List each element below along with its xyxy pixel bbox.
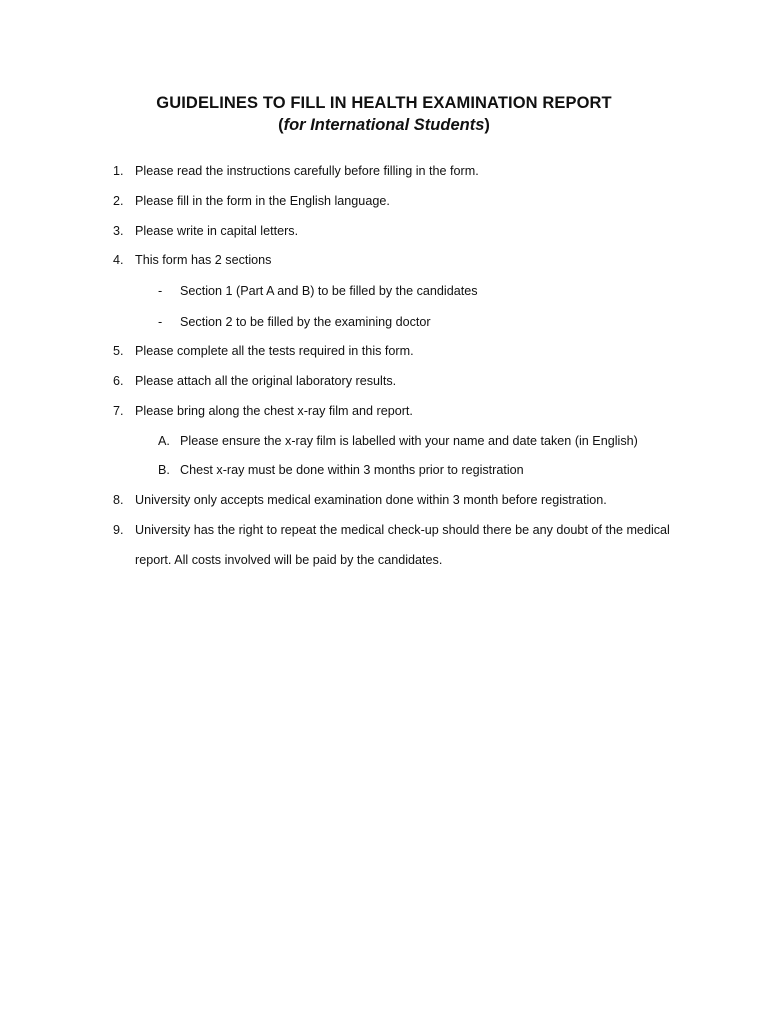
list-text-continuation: report. All costs involved will be paid by the candidates. xyxy=(135,553,443,567)
list-text: This form has 2 sections xyxy=(135,253,272,267)
sub-list-text: Please ensure the x-ray film is labelled with your name and date taken (in English) xyxy=(180,434,638,448)
list-number: 2. xyxy=(113,194,124,208)
list-number: 6. xyxy=(113,374,124,388)
list-text: Please write in capital letters. xyxy=(135,224,299,238)
document-subtitle xyxy=(0,114,768,136)
sub-list-marker: - xyxy=(158,284,163,298)
sub-list-text: Section 1 (Part A and B) to be filled by the candidates xyxy=(180,284,478,298)
list-text: University only accepts medical examination done within 3 month before registration. xyxy=(135,493,607,507)
list-text: University has the right to repeat the medical check-up should there be any doubt of the medical xyxy=(135,523,670,537)
list-number: 4. xyxy=(113,253,124,267)
title-block xyxy=(0,93,768,136)
list-number: 5. xyxy=(113,344,124,358)
list-number: 8. xyxy=(113,493,124,507)
subtitle-open-paren: ( xyxy=(278,116,284,134)
list-text: Please bring along the chest x-ray film and report. xyxy=(135,404,413,418)
subtitle-audience: for International Students xyxy=(283,116,485,134)
list-text: Please read the instructions carefully before filling in the form. xyxy=(135,164,479,178)
sub-list-marker: B. xyxy=(158,463,170,477)
list-number: 1. xyxy=(113,164,124,178)
list-text: Please complete all the tests required in this form. xyxy=(135,344,414,358)
sub-list-text: Chest x-ray must be done within 3 months prior to registration xyxy=(180,463,524,477)
list-text: Please attach all the original laboratory results. xyxy=(135,374,397,388)
list-number: 3. xyxy=(113,224,124,238)
sub-list-text: Section 2 to be filled by the examining doctor xyxy=(180,315,431,329)
list-number: 9. xyxy=(113,523,124,537)
subtitle-close-paren: ) xyxy=(484,116,490,134)
sub-list-marker: A. xyxy=(158,434,170,448)
document-title: GUIDELINES TO FILL IN HEALTH EXAMINATION REPORT xyxy=(156,94,612,112)
list-number: 7. xyxy=(113,404,124,418)
sub-list-marker: - xyxy=(158,315,163,329)
list-text: Please fill in the form in the English language. xyxy=(135,194,390,208)
